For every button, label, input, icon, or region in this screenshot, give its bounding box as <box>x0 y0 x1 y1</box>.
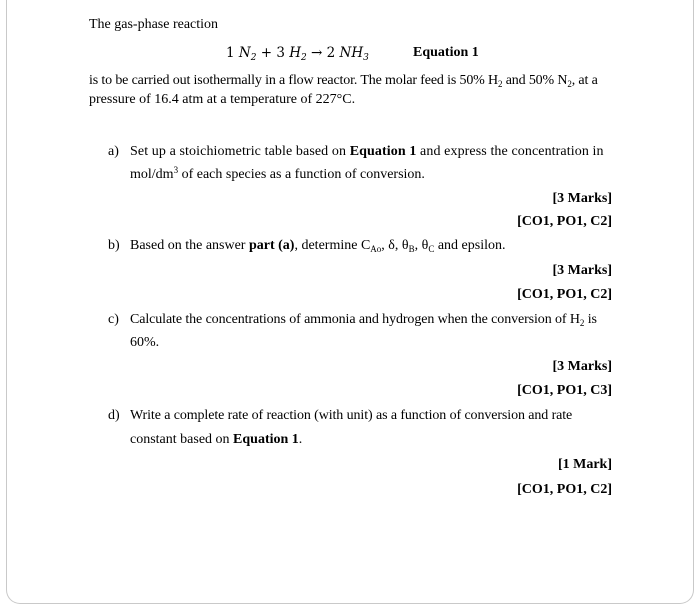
question-a-line-1: Set up a stoichiometric table based on Equation 1 and express the concentration in <box>130 144 604 159</box>
description-line-2: pressure of 16.4 atm at a temperature of 227°C. <box>89 92 356 107</box>
question-c-line-1: Calculate the concentrations of ammonia and hydrogen when the conversion of $H_2$ is <box>130 312 597 328</box>
question-c-line-2: 60%. <box>130 335 160 350</box>
nh3-coefficient: 2 <box>326 45 336 61</box>
n2-coefficient: 1 <box>226 45 235 61</box>
question-d-outcomes: [CO1, PO1, C2] <box>517 482 612 497</box>
question-d-letter: d) <box>108 408 120 423</box>
intro-text: The gas-phase reaction <box>89 17 219 32</box>
question-a-letter: a) <box>108 144 119 159</box>
question-d-line-1: Write a complete rate of reaction (with unit) as a function of conversion and rate <box>130 408 573 423</box>
question-c-outcomes: [CO1, PO1, C3] <box>517 383 612 398</box>
plus-sign: + <box>260 45 273 61</box>
arrow-icon: → <box>311 45 323 61</box>
n2-symbol: N <box>238 45 251 61</box>
question-d-marks: [1 Mark] <box>557 457 612 472</box>
question-c-letter: c) <box>108 312 119 327</box>
question-c-marks: [3 Marks] <box>552 359 612 374</box>
question-d-line-2: constant based on Equation 1. <box>130 432 303 447</box>
reaction-equation <box>226 44 369 62</box>
question-b-letter: b) <box>108 238 120 253</box>
h2-symbol: H <box>289 45 302 61</box>
nh3-subscript: 3 <box>363 53 369 63</box>
question-a-outcomes: [CO1, PO1, C2] <box>517 214 612 229</box>
question-a-marks: [3 Marks] <box>552 191 612 206</box>
question-b-outcomes: [CO1, PO1, C2] <box>517 287 612 302</box>
n2-subscript: 2 <box>250 53 257 63</box>
equation-label: Equation 1 <box>413 45 479 60</box>
nh3-symbol: NH <box>339 45 364 61</box>
question-a-line-2: mol/$dm^3$ of each species as a function of conversion. <box>130 165 425 182</box>
h2-subscript: 2 <box>301 53 307 63</box>
h2-coefficient: 3 <box>276 45 285 61</box>
description-line-1: is to be carried out isothermally in a flow reactor. The molar feed is 50% $H_2$ and 50% $N_2$, at a <box>89 73 598 89</box>
question-b-marks: [3 Marks] <box>552 263 612 278</box>
question-b-line-1: Based on the answer part (a), determine $C_{Ao}$, δ, $\theta_B$, $\theta_C$ and epsilon. <box>130 238 506 254</box>
